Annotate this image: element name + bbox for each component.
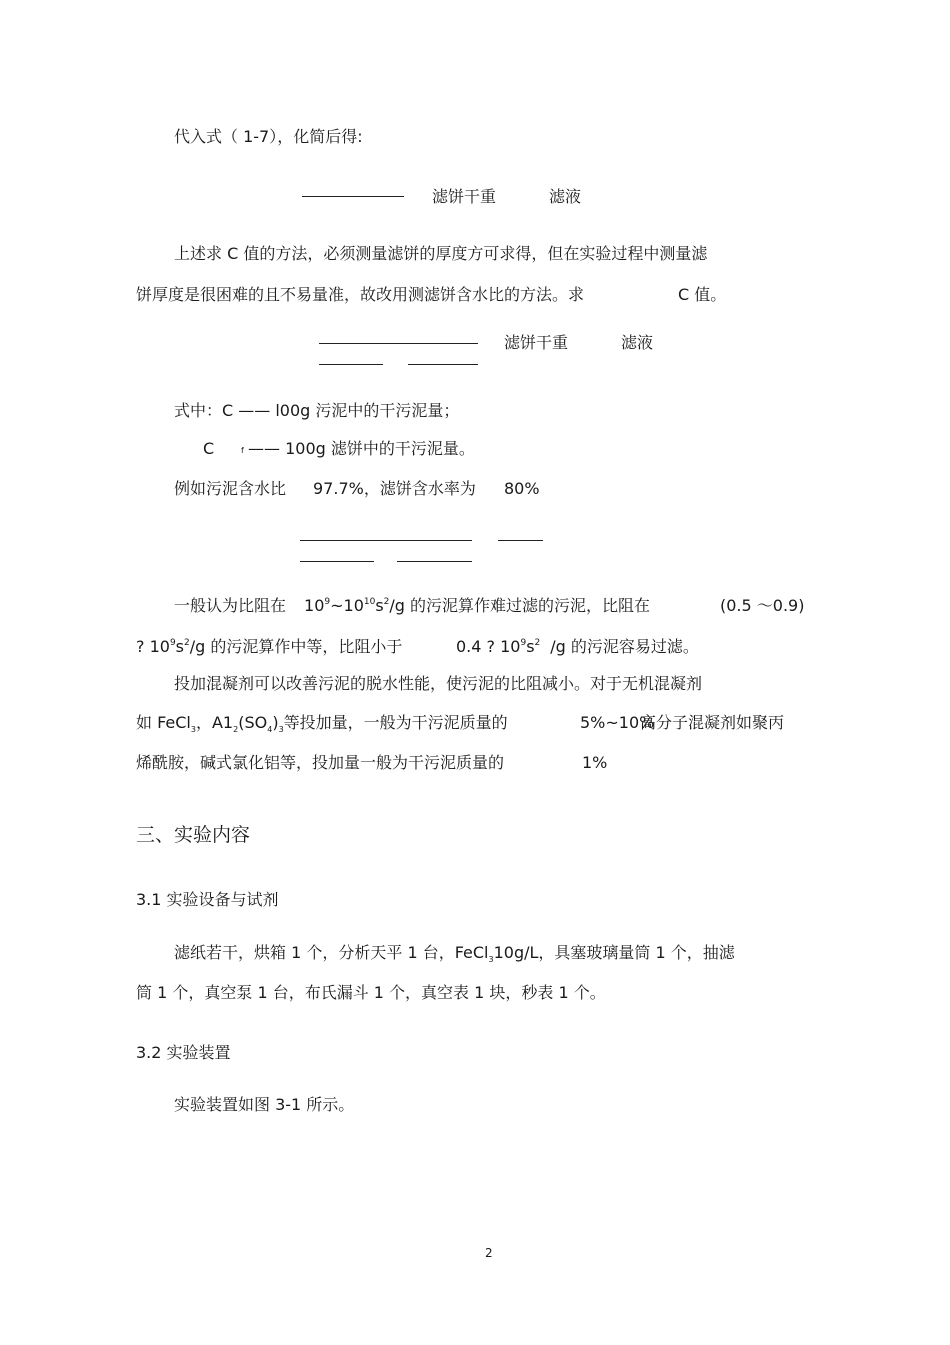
paragraph-line: 饼厚度是很困难的且不易量准，故改用测滤饼含水比的方法。求 (136, 285, 585, 304)
definition-line: —— 100g 滤饼中的干污泥量。 (248, 439, 475, 458)
example-line: 例如污泥含水比 (174, 479, 287, 498)
formula-label: 滤饼干重 (504, 333, 569, 352)
intro-line: 代入式（ 1-7），化简后得: (174, 127, 363, 146)
paragraph-line: 1% (582, 753, 608, 772)
definition-symbol: C (203, 439, 215, 458)
example-line: 80% (504, 479, 540, 498)
paragraph-line: (0.5 ～0.9) (720, 596, 805, 615)
paragraph-line: 0.4 ? $10^9s^2$ /g 的污泥容易过滤。 (456, 637, 699, 656)
formula-fraction-line (300, 561, 374, 562)
paragraph-line: 如 FeCl$_3$，$A1_2(SO_4)_3$等投加量，一般为干污泥质量的 (136, 713, 508, 735)
definition-subscript: f (241, 446, 244, 455)
formula-label: 滤液 (621, 333, 654, 352)
formula-fraction-line (319, 364, 383, 365)
formula-label: 滤液 (549, 187, 582, 206)
paragraph-line: 高分子混凝剂如聚丙 (640, 713, 785, 732)
example-line: 97.7%，滤饼含水率为 (313, 479, 476, 498)
paragraph-line: 实验装置如图 3-1 所示。 (174, 1095, 355, 1114)
paragraph-line: 筒 1 个，真空泵 1 台，布氏漏斗 1 个，真空表 1 块，秒表 1 个。 (136, 983, 606, 1002)
formula-fraction-line (300, 540, 472, 541)
subsection-heading: 3.1 实验设备与试剂 (136, 890, 279, 909)
paragraph-line: 5%~10% (580, 713, 655, 732)
paragraph-line: 滤纸若干，烘箱 1 个，分析天平 1 台，FeCl$_3$10g/L，具塞玻璃量筒 1 个，抽滤 (174, 943, 735, 965)
formula-fraction-line (302, 196, 404, 197)
section-heading: 三、实验内容 (136, 824, 251, 846)
paragraph-line: 上述求 C 值的方法，必须测量滤饼的厚度方可求得，但在实验过程中测量滤 (174, 244, 708, 263)
definition-line: 式中：C —— l00g 污泥中的干污泥量； (174, 401, 460, 420)
formula-fraction-line (319, 343, 478, 344)
page-number: 2 (485, 1246, 493, 1260)
paragraph-line: ? $10^9s^2/g$ 的污泥算作中等，比阻小于 (136, 637, 403, 656)
paragraph-line: C 值。 (678, 285, 727, 304)
formula-fraction-line (397, 561, 472, 562)
paragraph-line: 一般认为比阻在 $10^9\sim 10^{10}s^2/g$ 的污泥算作难过滤的污泥，比阻在 (174, 596, 651, 615)
paragraph-line: 烯酰胺，碱式氯化铝等，投加量一般为干污泥质量的 (136, 753, 505, 772)
formula-label: 滤饼干重 (432, 187, 497, 206)
paragraph-line: 投加混凝剂可以改善污泥的脱水性能，使污泥的比阻减小。对于无机混凝剂 (174, 674, 703, 693)
formula-fraction-line (498, 540, 543, 541)
formula-fraction-line (408, 364, 478, 365)
subsection-heading: 3.2 实验装置 (136, 1043, 231, 1062)
